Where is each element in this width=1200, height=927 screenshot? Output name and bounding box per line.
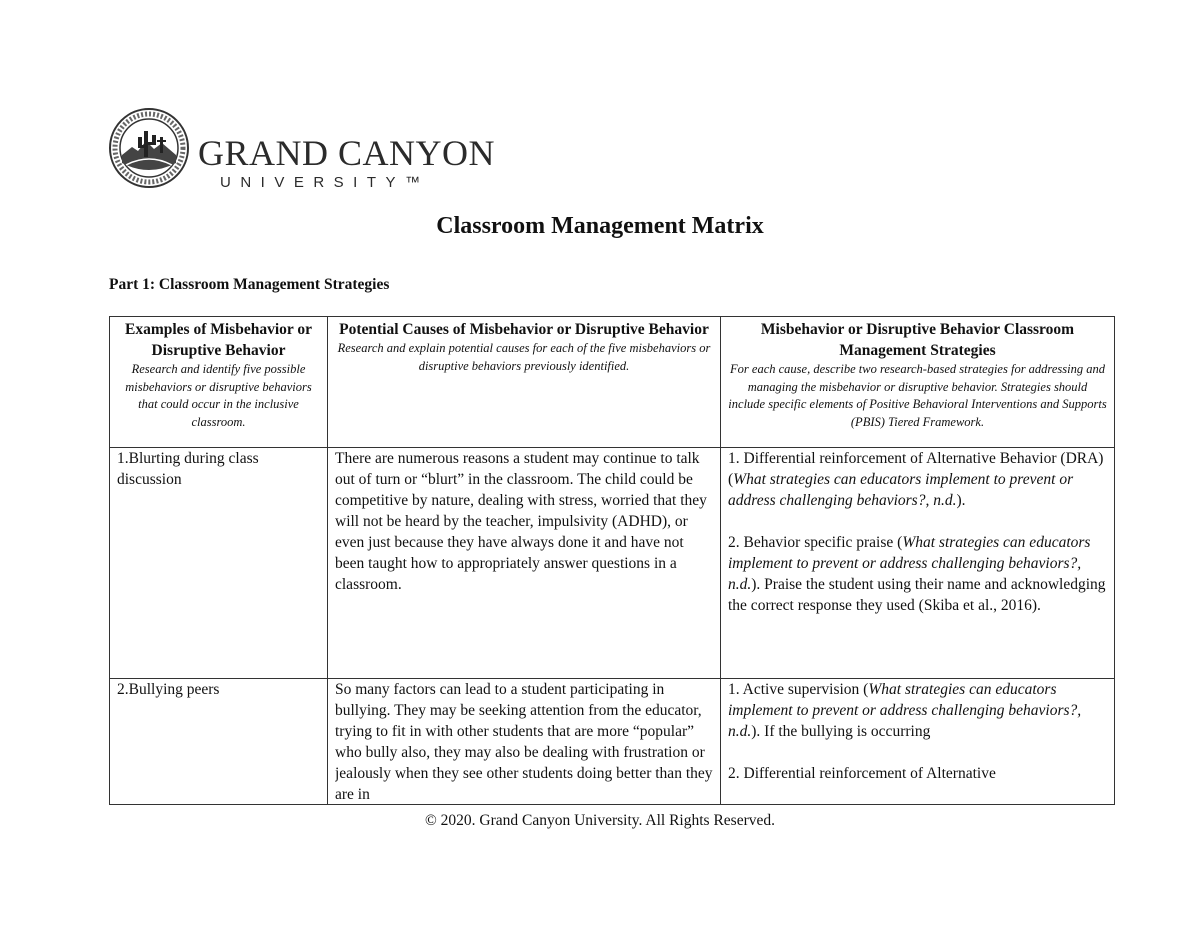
header-description: Research and explain potential causes for each of the five misbehaviors or disruptive behaviors previously identified. bbox=[337, 341, 711, 373]
university-seal-icon bbox=[108, 107, 190, 189]
logo-subtitle: UNIVERSITY™ bbox=[220, 174, 430, 191]
strategy-citation: What strategies can educators implement to prevent or address challenging behaviors?, n.d. bbox=[728, 681, 1082, 740]
header-description: For each cause, describe two research-based strategies for addressing and managing the misbehavior or disruptive behavior. Strategies should include specific elements of Positive Behavioral Interventions and Supports (PBIS) Tiered Framework. bbox=[728, 362, 1107, 429]
management-matrix-table bbox=[109, 316, 1115, 805]
table-header-row bbox=[110, 317, 1115, 448]
header-cell-behavior bbox=[110, 317, 328, 448]
strategy-text: 1. Active supervision ( bbox=[728, 681, 869, 698]
header-cell-strategies bbox=[721, 317, 1115, 448]
copyright-footer: © 2020. Grand Canyon University. All Rights Reserved. bbox=[424, 812, 775, 829]
logo-wordmark: GRAND CANYON bbox=[198, 133, 496, 173]
university-logo bbox=[108, 107, 496, 193]
strategy-item bbox=[728, 679, 1107, 742]
strategy-item bbox=[728, 763, 1107, 784]
strategy-citation: What strategies can educators implement to prevent or address challenging behaviors?, n.d. bbox=[728, 534, 1091, 593]
behavior-cell: 1.Blurting during class discussion bbox=[110, 448, 328, 679]
strategy-text: 2. Differential reinforcement of Alternative bbox=[728, 765, 996, 782]
strategy-text: ). Praise the student using their name and acknowledging the correct response they used (Skiba et al., 2016). bbox=[728, 576, 1106, 614]
header-description: Research and identify five possible misbehaviors or disruptive behaviors that could occur in the inclusive classroom. bbox=[125, 362, 312, 429]
strategy-item bbox=[728, 532, 1107, 616]
header-title: Misbehavior or Disruptive Behavior Classroom Management Strategies bbox=[760, 321, 1075, 359]
cause-text: So many factors can lead to a student participating in bullying. They may be seeking attention from the educator, trying to fit in with other students that are more “popular” who bully also, they may also be dealing with frustration or jealously when they see other students doing better than they are in bbox=[335, 681, 713, 802]
header-title: Examples of Misbehavior or Disruptive Behavior bbox=[125, 321, 312, 359]
strategy-cell bbox=[721, 448, 1115, 679]
strategy-text: ). bbox=[956, 492, 966, 509]
header-title: Potential Causes of Misbehavior or Disruptive Behavior bbox=[339, 321, 709, 338]
cause-cell bbox=[328, 679, 721, 805]
table-row bbox=[110, 448, 1115, 679]
strategy-item bbox=[728, 448, 1107, 511]
cause-cell: There are numerous reasons a student may continue to talk out of turn or “blurt” in the classroom. The child could be competitive by nature, dealing with stress, worried that they will not be heard by the teacher, impulsivity (ADHD), or even just because they have always done it and have not been taught how to appropriately answer questions in a classroom. bbox=[328, 448, 721, 679]
table-row bbox=[110, 679, 1115, 805]
strategy-text: ). If the bullying is occurring bbox=[751, 723, 931, 740]
behavior-cell: 2.Bullying peers bbox=[110, 679, 328, 805]
strategy-text: 2. Behavior specific praise ( bbox=[728, 534, 903, 551]
strategy-text: 1. Differential reinforcement of Alternative Behavior (DRA) ( bbox=[728, 450, 1104, 488]
document-title: Classroom Management Matrix bbox=[436, 213, 764, 239]
section-heading: Part 1: Classroom Management Strategies bbox=[109, 276, 390, 293]
strategy-cell bbox=[721, 679, 1115, 805]
strategy-citation: What strategies can educators implement to prevent or address challenging behaviors?, n.d. bbox=[728, 471, 1074, 509]
header-cell-causes bbox=[328, 317, 721, 448]
